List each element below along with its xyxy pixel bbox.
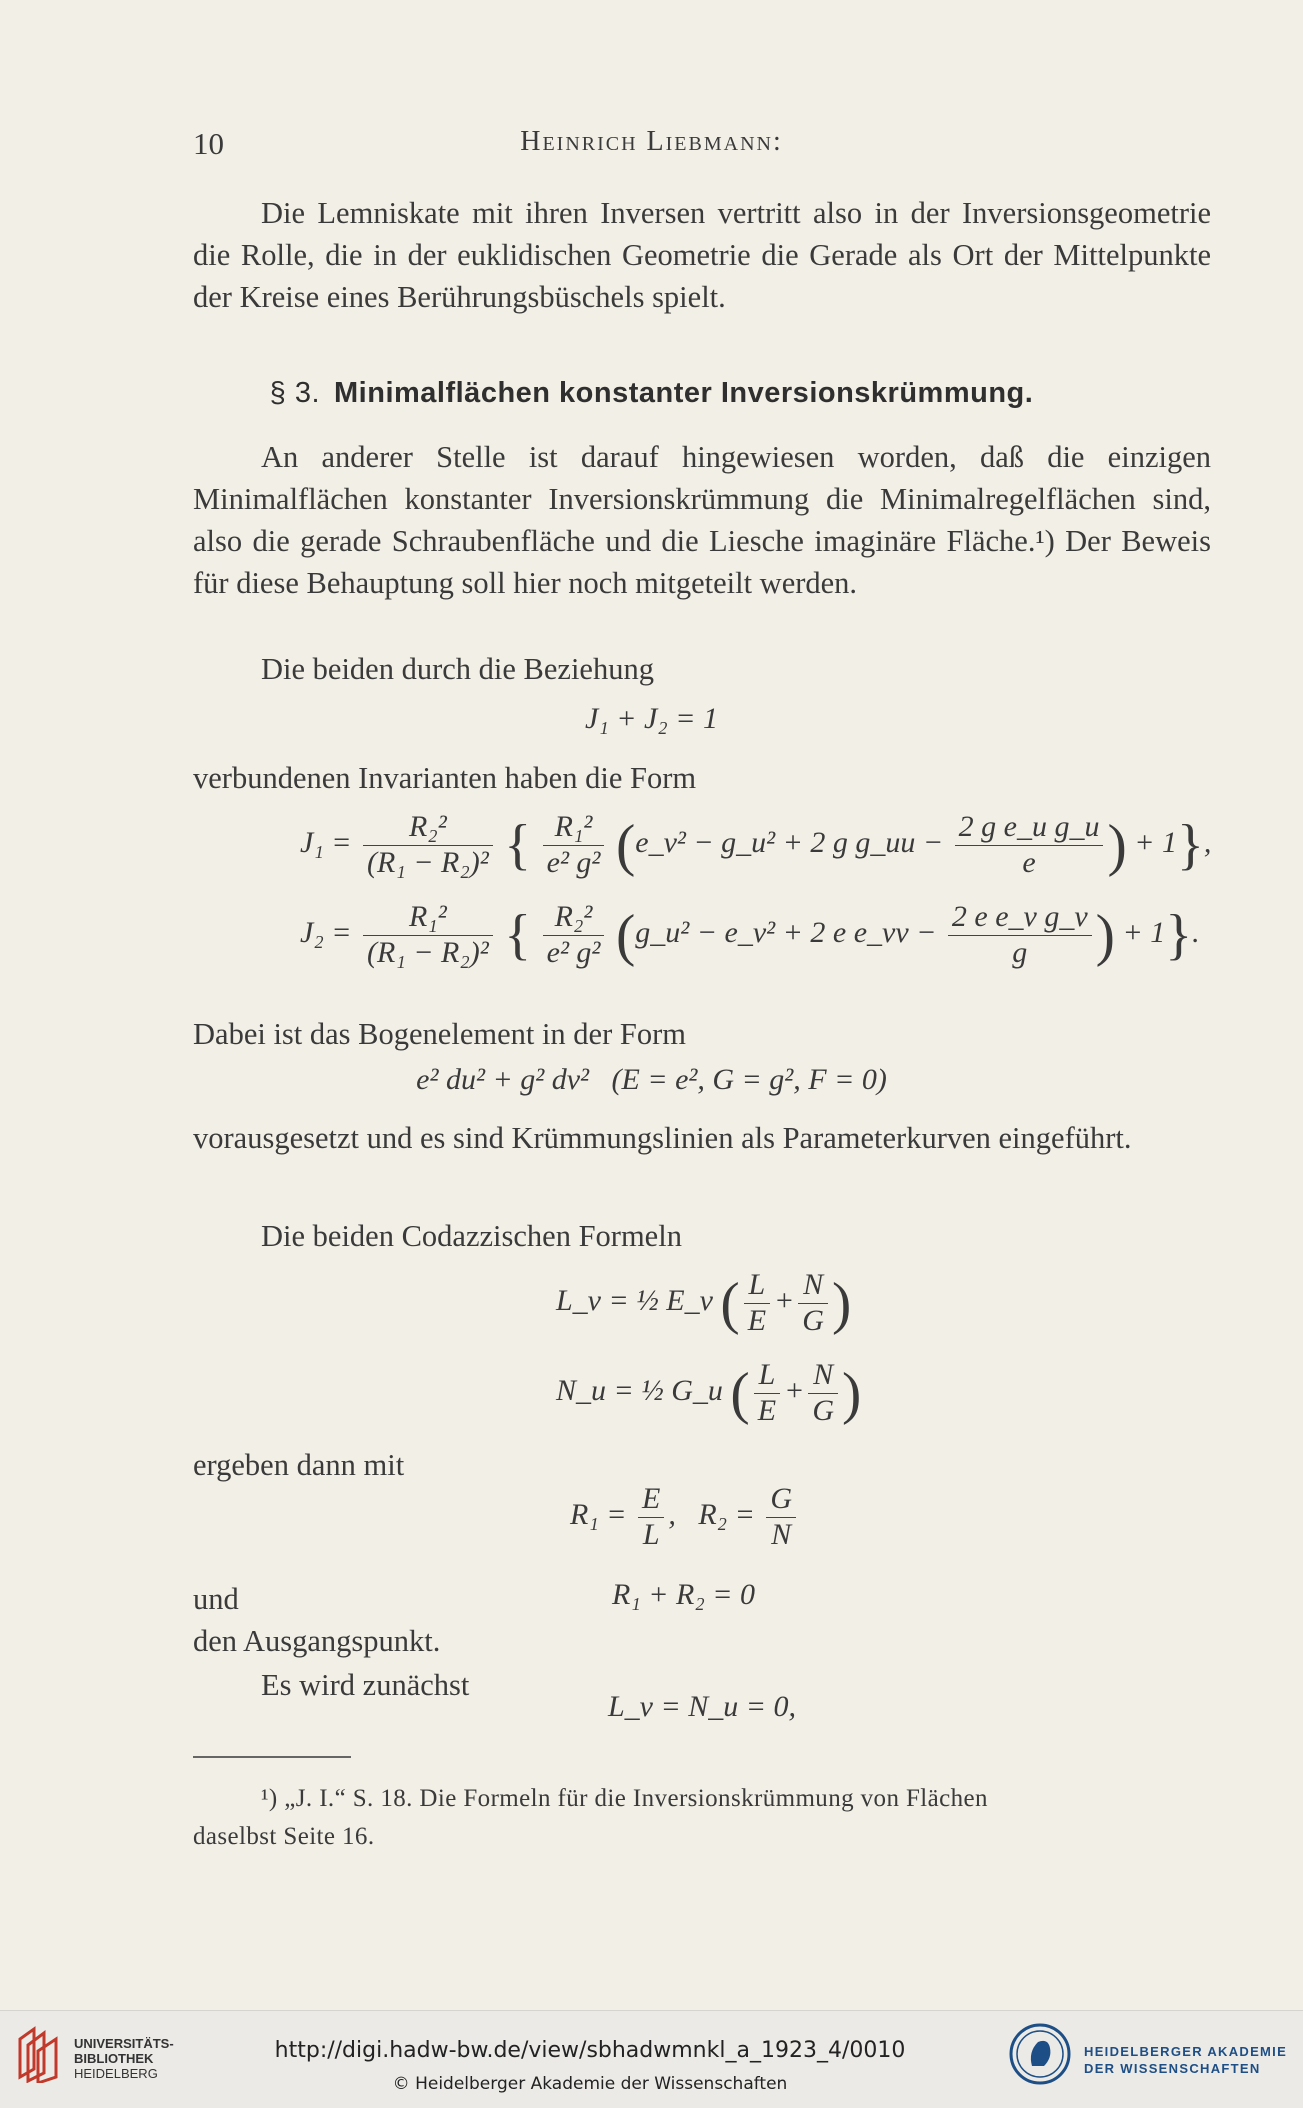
j1-last-fraction: [955, 810, 1104, 880]
frac-den: E: [757, 1393, 777, 1427]
equation-radii-sum: R₁ + R₂ = 0: [612, 1578, 755, 1611]
frac-den: G: [812, 1393, 834, 1427]
paren-close: ): [1107, 812, 1127, 878]
plus-sign: +: [784, 1373, 805, 1407]
permalink-url[interactable]: http://digi.hadw-bw.de/view/sbhadwmnkl_a_1923_4/0010: [274, 2038, 906, 2063]
paragraph-text: Die Lemniskate mit ihren Inversen vertritt also in der Inversionsgeometrie die Rolle, die in der euklidischen Geometrie die Gerade als Ort der Mittelpunkte der Kreise eines Berührungsbüschels spielt.: [193, 196, 1211, 314]
paragraph-codazzi: [193, 1215, 1211, 1257]
paragraph-text: Dabei ist das Bogenelement in der Form: [193, 1017, 686, 1051]
j1-fraction: [363, 810, 493, 880]
codazzi2-lhs: N_u = ½ G_u: [556, 1373, 723, 1407]
j2-expression: g_u² − e_v² + 2 e e_vv −: [635, 915, 937, 949]
paragraph-text: verbundenen Invarianten haben die Form: [193, 761, 697, 795]
equation-j2: [300, 900, 1200, 970]
paragraph-text: ergeben dann mit: [193, 1448, 405, 1482]
j1-inner-fraction: [543, 810, 605, 880]
paren-open: (: [615, 812, 636, 878]
text-ergeben: [193, 1444, 593, 1486]
paren-open: (: [720, 1270, 740, 1336]
j1-inner-num: R₁²: [543, 810, 605, 846]
j2-last-num: 2 e e_v g_v: [948, 900, 1092, 936]
codazzi1-frac-a: [744, 1268, 770, 1338]
library-name-line: HEIDELBERG: [74, 2066, 158, 2081]
frac-num: N: [798, 1268, 828, 1304]
academy-seal-icon: [1008, 2022, 1072, 2086]
page-number: 10: [193, 126, 224, 161]
equation-j1: [300, 810, 1211, 880]
text-und: [193, 1578, 493, 1620]
frac-num: L: [744, 1268, 770, 1304]
paren-close: ): [842, 1360, 862, 1426]
j2-frac-num: R₁²: [363, 900, 493, 936]
j2-end: .: [1192, 915, 1200, 949]
j1-frac-num: R₂²: [363, 810, 493, 846]
paragraph-text: An anderer Stelle ist darauf hingewiesen worden, daß die einzigen Minimalflächen konstanter Inversionskrümmung die Minimalregelflächen sind, also die gerade Schraubenfläche und die Liesche imaginäre Fläche.¹) Der Beweis für diese Behauptung soll hier noch mitgeteilt werden.: [193, 440, 1211, 600]
codazzi1-lhs: L_v = ½ E_v: [556, 1283, 713, 1317]
j2-tail: + 1: [1122, 915, 1166, 949]
academy-name-line: HEIDELBERGER AKADEMIE: [1084, 2044, 1288, 2059]
j2-last-fraction: [948, 900, 1092, 970]
paren-close: ): [1095, 902, 1115, 968]
equation-radii: [570, 1482, 800, 1552]
r2-lhs: R₂ =: [698, 1497, 755, 1531]
equation-relation: J₁ + J₂ = 1: [585, 702, 718, 735]
brace-close: }: [1165, 904, 1193, 966]
j2-lhs: J₂ =: [300, 915, 352, 949]
footnote: [193, 1780, 1211, 1856]
frac-num: N: [808, 1358, 838, 1394]
paragraph-text: Es wird zunächst: [261, 1668, 470, 1702]
frac-den: L: [642, 1517, 660, 1551]
j1-last-num: 2 g e_u g_u: [955, 810, 1104, 846]
brace-close: }: [1177, 814, 1204, 876]
j1-frac-den: (R₁ − R₂)²: [367, 845, 489, 879]
j2-frac-den: (R₁ − R₂)²: [367, 935, 489, 969]
j2-inner-den: e² g²: [546, 935, 601, 969]
equation-arc-element: e² du² + g² dv² (E = e², G = g², F = 0): [416, 1063, 887, 1096]
j2-inner-fraction: [543, 900, 605, 970]
paren-close: ): [831, 1270, 852, 1336]
library-name-line: BIBLIOTHEK: [74, 2051, 154, 2066]
paren-open: (: [615, 902, 636, 968]
codazzi2-frac-b: [808, 1358, 838, 1428]
paren-open: (: [730, 1360, 750, 1426]
frac-num: G: [766, 1482, 796, 1518]
academy-name-line: DER WISSENSCHAFTEN: [1084, 2061, 1261, 2076]
separator: ,: [668, 1497, 676, 1531]
library-logo-icon: [14, 2025, 62, 2083]
equation-codazzi-2: [556, 1358, 861, 1428]
j2-fraction: [363, 900, 493, 970]
paragraph-text: und: [193, 1582, 239, 1616]
paragraph-vorausgesetzt: [193, 1117, 1211, 1159]
j1-last-den: e: [1022, 845, 1036, 879]
paragraph-text: Die beiden durch die Beziehung: [261, 652, 654, 686]
paragraph-minimal: [193, 436, 1211, 604]
r1-lhs: R₁ =: [570, 1497, 627, 1531]
equation-final: L_v = N_u = 0,: [608, 1690, 796, 1723]
j2-inner-num: R₂²: [543, 900, 605, 936]
codazzi1-frac-b: [798, 1268, 828, 1338]
section-title: Minimalflächen konstanter Inversionskrümmung.: [334, 377, 1034, 409]
paragraph-lemniskate: [193, 192, 1211, 318]
codazzi2-frac-a: [754, 1358, 780, 1428]
copyright-notice: © Heidelberger Akademie der Wissenschaften: [392, 2074, 788, 2094]
section-number: § 3.: [269, 377, 321, 409]
brace-open: {: [504, 904, 532, 966]
frac-den: G: [802, 1303, 824, 1337]
brace-open: {: [504, 814, 532, 876]
library-name-line: UNIVERSITÄTS-: [74, 2036, 174, 2051]
j1-expression: e_v² − g_u² + 2 g g_uu −: [635, 825, 944, 859]
j1-lhs: J₁ =: [300, 825, 352, 859]
paragraph-text: vorausgesetzt und es sind Krümmungslinien als Parameterkurven eingeführt.: [193, 1121, 1132, 1155]
j1-end: ,: [1203, 825, 1212, 859]
frac-num: E: [638, 1482, 664, 1518]
footnote-line: ¹) „J. I.“ S. 18. Die Formeln für die Inversionskrümmung von Flächen: [261, 1785, 988, 1812]
paragraph-beziehung: [193, 648, 1211, 690]
paragraph-bogenelement: [193, 1013, 1211, 1055]
academy-name: [1084, 2043, 1287, 2077]
paragraph-text: den Ausgangspunkt.: [193, 1624, 441, 1658]
j1-tail: + 1: [1134, 825, 1178, 859]
section-heading: [0, 377, 1303, 410]
footnote-line: daselbst Seite 16.: [193, 1823, 375, 1850]
j2-last-den: g: [1012, 935, 1028, 969]
paragraph-invarianten: [193, 757, 1211, 799]
r2-fraction: [766, 1482, 796, 1552]
r1-fraction: [638, 1482, 664, 1552]
library-name: [74, 2036, 174, 2081]
frac-den: E: [747, 1303, 767, 1337]
footnote-rule: [193, 1756, 351, 1758]
text-ausgangspunkt: [193, 1620, 693, 1662]
plus-sign: +: [774, 1283, 795, 1317]
j1-inner-den: e² g²: [546, 845, 601, 879]
frac-den: N: [771, 1517, 792, 1551]
equation-codazzi-1: [556, 1268, 851, 1338]
frac-num: L: [754, 1358, 780, 1394]
paragraph-text: Die beiden Codazzischen Formeln: [261, 1219, 682, 1253]
running-header: Heinrich Liebmann:: [520, 126, 783, 157]
